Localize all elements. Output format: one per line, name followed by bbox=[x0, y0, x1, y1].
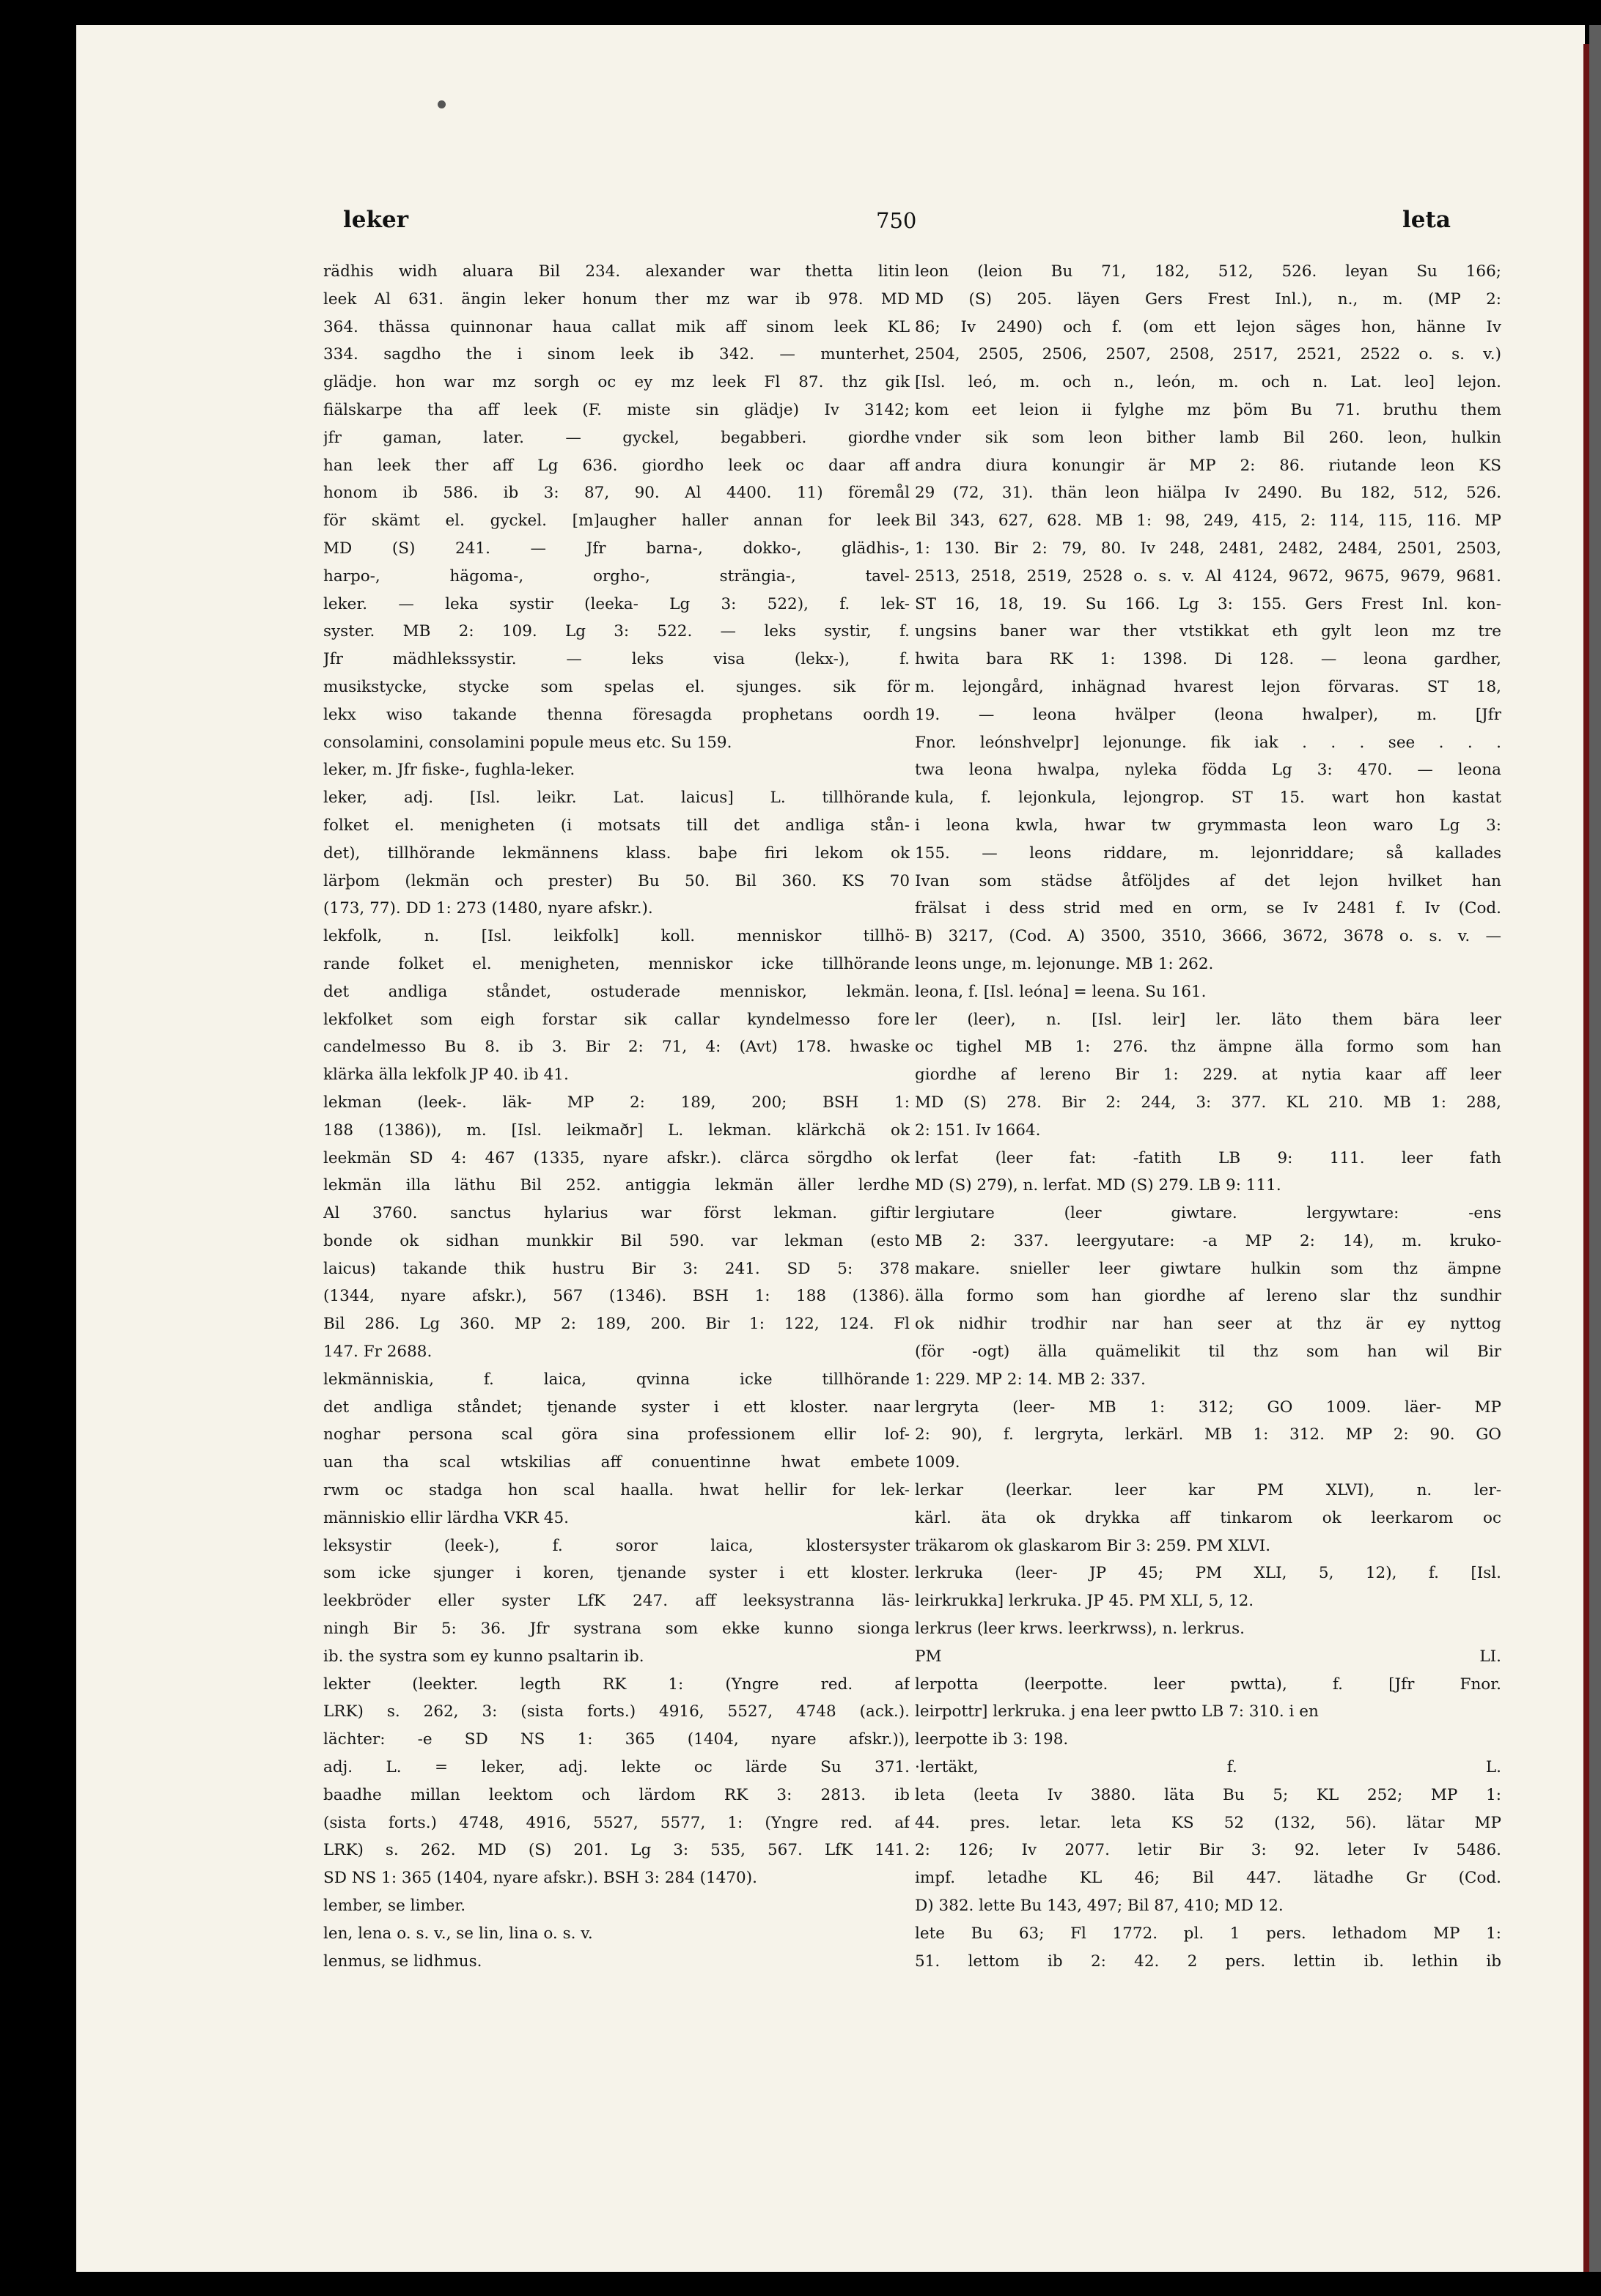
text-line: Bil 343, 627, 628. MB 1: 98, 249, 415, 2: 114, 115, 116. MP bbox=[915, 512, 1501, 531]
text-line: [Isl. leó, m. och n., león, m. och n. Lat. leo] lejon. bbox=[915, 373, 1501, 392]
text-line: i leona kwla, hwar tw grymmasta leon waro Lg 3: bbox=[915, 816, 1501, 835]
text-line: len, lena o. s. v., se lin, lina o. s. v. bbox=[323, 1924, 593, 1943]
text-line: Ivan som städse åtföljdes af det lejon hvilket han bbox=[915, 871, 1501, 890]
page-number: 750 bbox=[876, 208, 917, 233]
text-line: ler (leer), n. [Isl. leir] ler. läto them bära leer bbox=[915, 1010, 1501, 1029]
text-line: makare. snieller leer giwtare hulkin som thz ämpne bbox=[915, 1259, 1501, 1278]
text-line: ungsins baner war ther vtstikkat eth gylt leon mz tre bbox=[915, 622, 1501, 641]
text-line: noghar persona scal göra sina professionem ellir lof- bbox=[323, 1425, 910, 1444]
text-line: andra diura konungir är MP 2: 86. riutande leon KS bbox=[915, 456, 1501, 475]
text-line: giordhe af lereno Bir 1: 229. at nytia kaar aff leer bbox=[915, 1066, 1501, 1085]
text-line: 2: 126; Iv 2077. letir Bir 3: 92. leter Iv 5486. bbox=[915, 1841, 1501, 1860]
text-line: LRK) s. 262, 3: (sista forts.) 4916, 5527, 4748 (ack.). bbox=[323, 1702, 910, 1721]
text-line: LRK) s. 262. MD (S) 201. Lg 3: 535, 567. LfK 141. bbox=[323, 1841, 910, 1860]
text-line: 334. sagdho the i sinom leek ib 342. — munterhet, bbox=[323, 345, 910, 364]
header-right-word: leta bbox=[1402, 207, 1451, 233]
text-line: D) 382. lette Bu 143, 497; Bil 87, 410; MD 12. bbox=[915, 1897, 1284, 1916]
text-line: leta (leeta Iv 3880. läta Bu 5; KL 252; MP 1: bbox=[915, 1785, 1501, 1804]
text-line: m. lejongård, inhägnad hvarest lejon förvaras. ST 18, bbox=[915, 677, 1501, 696]
text-line: 188 (1386)), m. [Isl. leikmaðr] L. lekman. klärkchä ok bbox=[323, 1121, 910, 1140]
text-line: (173, 77). DD 1: 273 (1480, nyare afskr.). bbox=[323, 899, 653, 918]
text-line: musikstycke, stycke som spelas el. sjunges. sik för bbox=[323, 677, 910, 696]
text-line: 86; Iv 2490) och f. (om ett lejon säges hon, hänne Iv bbox=[915, 317, 1501, 336]
text-line: uan tha scal wtskilias aff conuentinne hwat embete bbox=[323, 1453, 910, 1472]
text-line: lächter: -e SD NS 1: 365 (1404, nyare afskr.)), bbox=[323, 1730, 910, 1749]
text-line: leekbröder eller syster LfK 247. aff leeksystranna läs- bbox=[323, 1592, 910, 1611]
text-line: ST 16, 18, 19. Su 166. Lg 3: 155. Gers Frest Inl. kon- bbox=[915, 594, 1501, 613]
text-line: lekmänniskia, f. laica, qvinna icke tillhörande bbox=[323, 1370, 910, 1389]
text-line: jfr gaman, later. — gyckel, begabberi. giordhe bbox=[323, 428, 910, 447]
text-line: 147. Fr 2688. bbox=[323, 1343, 433, 1362]
text-line: MD (S) 241. — Jfr barna-, dokko-, glädhis-, bbox=[323, 539, 910, 558]
scan-edge-strip bbox=[1583, 44, 1589, 2272]
text-line: 19. — leona hvälper (leona hwalper), m. [Jfr bbox=[915, 705, 1501, 724]
text-line: bonde ok sidhan munkkir Bil 590. var lekman (esto bbox=[323, 1231, 910, 1250]
text-line: SD NS 1: 365 (1404, nyare afskr.). BSH 3: 284 (1470). bbox=[323, 1869, 757, 1888]
text-line: harpo-, hägoma-, orgho-, strängia-, tavel- bbox=[323, 566, 910, 586]
ink-spot bbox=[438, 100, 446, 108]
text-line: som icke sjunger i koren, tjenande syster i ett kloster. bbox=[323, 1564, 910, 1583]
text-line: lekter (leekter. legth RK 1: (Yngre red. af bbox=[323, 1675, 910, 1694]
text-line: frälsat i dess strid med en orm, se Iv 2481 f. Iv (Cod. bbox=[915, 899, 1501, 918]
text-line: träkarom ok glaskarom Bir 3: 259. PM XLVI. bbox=[915, 1536, 1271, 1555]
text-line: candelmesso Bu 8. ib 3. Bir 2: 71, 4: (Avt) 178. hwaske bbox=[323, 1038, 910, 1057]
text-line: rädhis widh aluara Bil 234. alexander war thetta litin bbox=[323, 262, 910, 281]
text-line: (för -ogt) älla quämelikit til thz som han wil Bir bbox=[915, 1343, 1501, 1362]
text-line: leksystir (leek-), f. soror laica, klostersyster bbox=[323, 1536, 910, 1555]
text-line: ib. the systra som ey kunno psaltarin ib. bbox=[323, 1647, 644, 1666]
right-column bbox=[915, 258, 1501, 1975]
text-line: kom eet leion ii fylghe mz þöm Bu 71. bruthu them bbox=[915, 400, 1501, 419]
text-line: (sista forts.) 4748, 4916, 5527, 5577, 1: (Yngre red. af bbox=[323, 1813, 910, 1832]
text-line: Bil 286. Lg 360. MP 2: 189, 200. Bir 1: 122, 124. Fl bbox=[323, 1315, 910, 1334]
text-line: lerkrus (leer krws. leerkrwss), n. lerkrus. bbox=[915, 1620, 1245, 1639]
text-line: Fnor. leónshvelpr] lejonunge. fik iak . . . see . . . bbox=[915, 733, 1501, 752]
text-line: lerfat (leer fat: -fatith LB 9: 111. leer fath bbox=[915, 1148, 1501, 1167]
text-line: leon (leion Bu 71, 182, 512, 526. leyan Su 166; bbox=[915, 262, 1501, 281]
text-line: folket el. menigheten (i motsats till det andliga stån- bbox=[323, 816, 910, 835]
text-line: adj. L. = leker, adj. lekte oc lärde Su 371. bbox=[323, 1758, 910, 1777]
text-line: twa leona hwalpa, nyleka födda Lg 3: 470. — leona bbox=[915, 761, 1501, 780]
text-line: lekman (leek-. läk- MP 2: 189, 200; BSH 1: bbox=[323, 1093, 910, 1112]
text-line: MD (S) 279), n. lerfat. MD (S) 279. LB 9: 111. bbox=[915, 1176, 1281, 1195]
text-line: 2504, 2505, 2506, 2507, 2508, 2517, 2521, 2522 o. s. v.) bbox=[915, 345, 1501, 364]
text-line: det), tillhörande lekmännens klass. baþe firi lekom ok bbox=[323, 844, 910, 863]
text-line: Al 3760. sanctus hylarius war först lekman. giftir bbox=[323, 1204, 910, 1223]
text-line: lekmän illa läthu Bil 252. antiggia lekmän äller lerdhe bbox=[323, 1176, 910, 1195]
text-line: leerpotte ib 3: 198. bbox=[915, 1730, 1069, 1749]
text-line: leek Al 631. ängin leker honum ther mz war ib 978. MD bbox=[323, 289, 910, 309]
text-line: lerkar (leerkar. leer kar PM XLVI), n. ler- bbox=[915, 1481, 1501, 1500]
text-line: 2513, 2518, 2519, 2528 o. s. v. Al 4124, 9672, 9675, 9679, 9681. bbox=[915, 566, 1501, 586]
header-left-word: leker bbox=[343, 207, 409, 233]
text-line: lerpotta (leerpotte. leer pwtta), f. [Jfr Fnor. bbox=[915, 1675, 1501, 1694]
text-line: 1009. bbox=[915, 1453, 960, 1472]
text-line: lergiutare (leer giwtare. lergywtare: -ens bbox=[915, 1204, 1501, 1223]
text-line: ok nidhir trodhir nar han seer at thz är ey nyttog bbox=[915, 1315, 1501, 1334]
text-line: leirpottr] lerkruka. j ena leer pwtto LB 7: 310. i en bbox=[915, 1702, 1319, 1721]
text-line: lärþom (lekmän och prester) Bu 50. Bil 360. KS 70 bbox=[323, 871, 910, 890]
text-line: 2: 151. Iv 1664. bbox=[915, 1121, 1041, 1140]
text-line: 364. thässa quinnonar haua callat mik aff sinom leek KL bbox=[323, 317, 910, 336]
text-line: människio ellir lärdha VKR 45. bbox=[323, 1508, 569, 1527]
text-line: MB 2: 337. leergyutare: -a MP 2: 14), m. kruko- bbox=[915, 1231, 1501, 1250]
text-line: 2: 90), f. lergryta, lerkärl. MB 1: 312. MP 2: 90. GO bbox=[915, 1425, 1501, 1444]
text-line: vnder sik som leon bither lamb Bil 260. leon, hulkin bbox=[915, 428, 1501, 447]
text-line: 44. pres. letar. leta KS 52 (132, 56). lätar MP bbox=[915, 1813, 1501, 1832]
text-line: leker, adj. [Isl. leikr. Lat. laicus] L. tillhörande bbox=[323, 789, 910, 808]
text-line: leker. — leka systir (leeka- Lg 3: 522), f. lek- bbox=[323, 594, 910, 613]
text-line: B) 3217, (Cod. A) 3500, 3510, 3666, 3672, 3678 o. s. v. — bbox=[915, 927, 1501, 946]
text-line: 1: 130. Bir 2: 79, 80. Iv 248, 2481, 2482, 2484, 2501, 2503, bbox=[915, 539, 1501, 558]
text-line: lete Bu 63; Fl 1772. pl. 1 pers. lethadom MP 1: bbox=[915, 1924, 1501, 1943]
text-line: ·lertäkt, f. L. bbox=[915, 1758, 1501, 1777]
text-line: älla formo som han giordhe af lereno slar thz sundhir bbox=[915, 1287, 1501, 1306]
text-line: lekx wiso takande thenna föresagda prophetans oordh bbox=[323, 705, 910, 724]
text-line: rande folket el. menigheten, menniskor icke tillhörande bbox=[323, 954, 910, 973]
text-line: leona, f. [Isl. leóna] = leena. Su 161. bbox=[915, 982, 1207, 1001]
text-line: 51. lettom ib 2: 42. 2 pers. lettin ib. lethin ib bbox=[915, 1952, 1501, 1971]
text-line: honom ib 586. ib 3: 87, 90. Al 4400. 11) föremål bbox=[323, 484, 910, 503]
text-line: lerkruka (leer- JP 45; PM XLI, 5, 12), f. [Isl. bbox=[915, 1564, 1501, 1583]
text-line: leekmän SD 4: 467 (1335, nyare afskr.). clärca sörgdho ok bbox=[323, 1148, 910, 1167]
text-line: impf. letadhe KL 46; Bil 447. lätadhe Gr (Cod. bbox=[915, 1869, 1501, 1888]
text-line: leons unge, m. lejonunge. MB 1: 262. bbox=[915, 954, 1214, 973]
text-line: (1344, nyare afskr.), 567 (1346). BSH 1: 188 (1386). bbox=[323, 1287, 910, 1306]
text-line: MD (S) 278. Bir 2: 244, 3: 377. KL 210. MB 1: 288, bbox=[915, 1093, 1501, 1112]
text-line: det andliga ståndet, ostuderade menniskor, lekmän. bbox=[323, 982, 910, 1001]
text-line: 155. — leons riddare, m. lejonriddare; så kallades bbox=[915, 844, 1501, 863]
text-line: fiälskarpe tha aff leek (F. miste sin glädje) Iv 3142; bbox=[323, 400, 910, 419]
text-line: lergryta (leer- MB 1: 312; GO 1009. läer- MP bbox=[915, 1398, 1501, 1417]
text-line: MD (S) 205. läyen Gers Frest Inl.), n., m. (MP 2: bbox=[915, 289, 1501, 309]
text-line: laicus) takande thik hustru Bir 3: 241. SD 5: 378 bbox=[323, 1259, 910, 1278]
text-line: syster. MB 2: 109. Lg 3: 522. — leks systir, f. bbox=[323, 622, 910, 641]
text-line: 1: 229. MP 2: 14. MB 2: 337. bbox=[915, 1370, 1146, 1389]
text-line: baadhe millan leektom och lärdom RK 3: 2813. ib bbox=[323, 1785, 910, 1804]
text-line: ningh Bir 5: 36. Jfr systrana som ekke kunno sionga bbox=[323, 1620, 910, 1639]
text-line: PM LI. bbox=[915, 1647, 1501, 1666]
text-line: kärl. äta ok drykka aff tinkarom ok leerkarom oc bbox=[915, 1508, 1501, 1527]
text-line: lember, se limber. bbox=[323, 1897, 466, 1916]
text-line: 29 (72, 31). thän leon hiälpa Iv 2490. Bu 182, 512, 526. bbox=[915, 484, 1501, 503]
text-line: glädje. hon war mz sorgh oc ey mz leek Fl 87. thz gik bbox=[323, 373, 910, 392]
text-line: leirkrukka] lerkruka. JP 45. PM XLI, 5, 12. bbox=[915, 1592, 1254, 1611]
text-line: oc tighel MB 1: 276. thz ämpne älla formo som han bbox=[915, 1038, 1501, 1057]
text-line: hwita bara RK 1: 1398. Di 128. — leona gardher, bbox=[915, 650, 1501, 669]
text-line: lekfolket som eigh forstar sik callar kyndelmesso fore bbox=[323, 1010, 910, 1029]
text-line: kula, f. lejonkula, lejongrop. ST 15. wart hon kastat bbox=[915, 789, 1501, 808]
text-line: consolamini, consolamini popule meus etc. Su 159. bbox=[323, 733, 732, 752]
text-line: för skämt el. gyckel. [m]augher haller annan for leek bbox=[323, 512, 910, 531]
left-column bbox=[323, 258, 910, 1975]
text-line: klärka älla lekfolk JP 40. ib 41. bbox=[323, 1066, 569, 1085]
text-line: leker, m. Jfr fiske-, fughla-leker. bbox=[323, 761, 575, 780]
text-line: han leek ther aff Lg 636. giordho leek oc daar aff bbox=[323, 456, 910, 475]
text-line: lenmus, se lidhmus. bbox=[323, 1952, 482, 1971]
scan-border bbox=[1589, 25, 1601, 2272]
text-line: det andliga ståndet; tjenande syster i ett kloster. naar bbox=[323, 1398, 910, 1417]
text-line: lekfolk, n. [Isl. leikfolk] koll. menniskor tillhö- bbox=[323, 927, 910, 946]
text-line: rwm oc stadga hon scal haalla. hwat hellir for lek- bbox=[323, 1481, 910, 1500]
text-line: Jfr mädhlekssystir. — leks visa (lekx-), f. bbox=[323, 650, 910, 669]
